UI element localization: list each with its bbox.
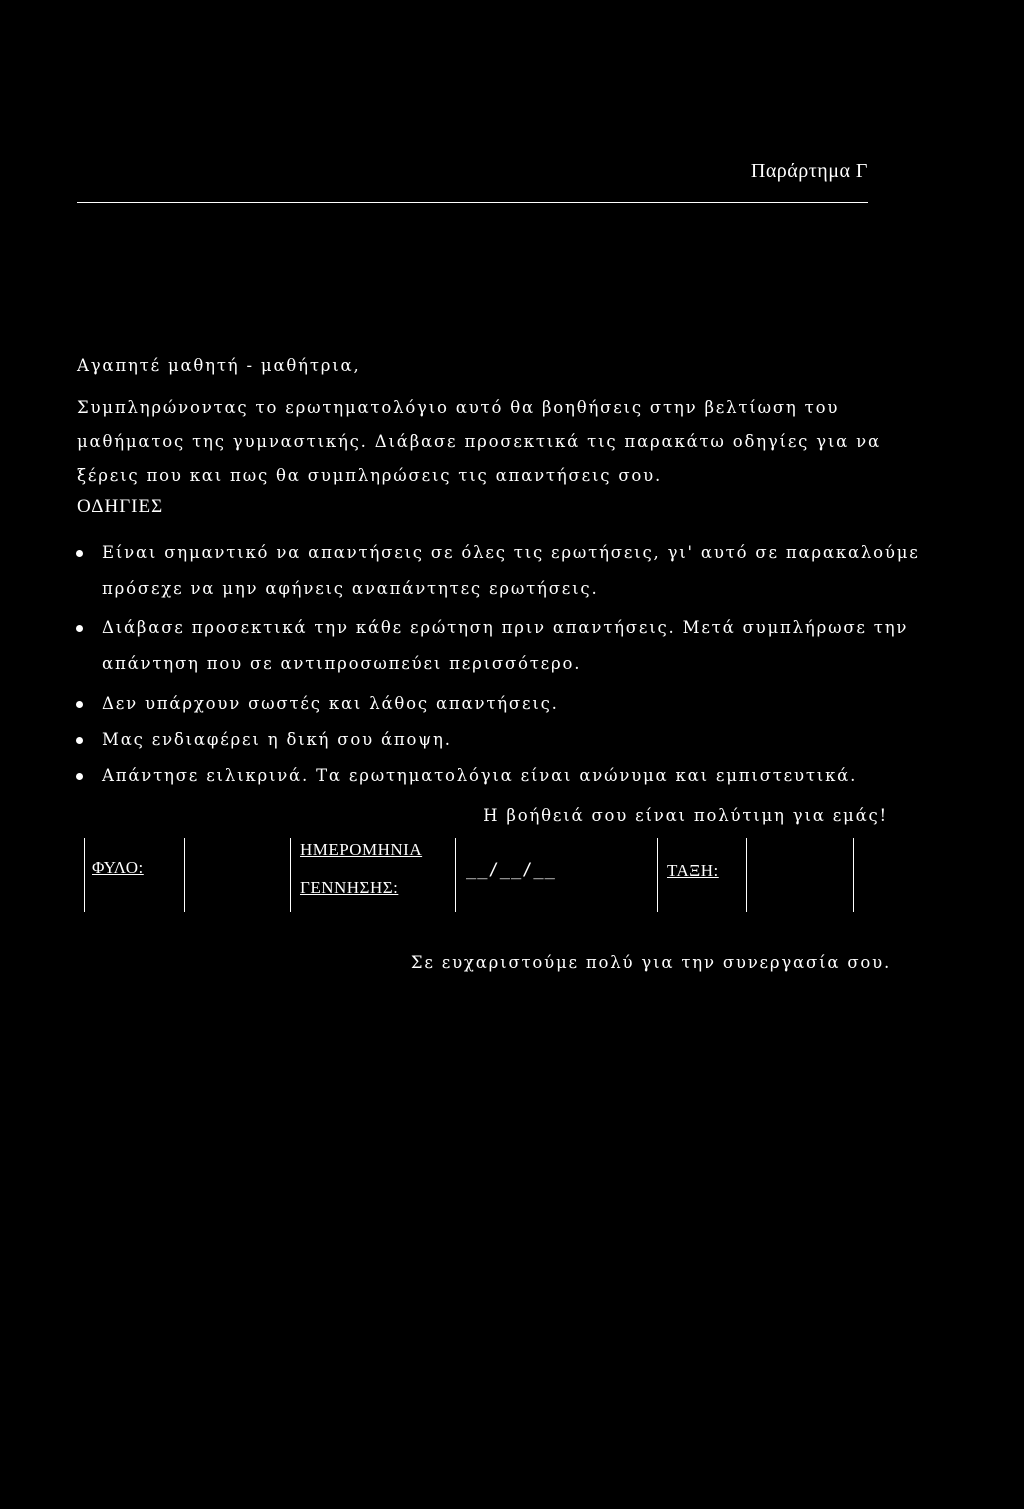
birthdate-field[interactable]: __/__/__ [466,860,556,880]
field-divider [455,838,456,912]
instructions-title: ΟΔΗΓΙΕΣ [77,496,164,517]
birthdate-label-line-2: ΓΕΝΝΗΣΗΣ: [300,878,399,897]
gender-label: ΦΥΛΟ: [92,858,144,877]
bullet-dot-icon [76,550,83,557]
bullet-dot-icon [76,737,83,744]
instruction-2-line-1: Διάβασε προσεκτικά την κάθε ερώτηση πριν απαντήσεις. Μετά συμπλήρωσε την [102,618,909,637]
birthdate-label-line-1: ΗΜΕΡΟΜΗΝΙΑ [300,840,423,859]
intro-line-2: μαθήματος της γυμναστικής. Διάβασε προσεκτικά τις παρακάτω οδηγίες για να [77,432,881,451]
instruction-3: Δεν υπάρχουν σωστές και λάθος απαντήσεις. [102,694,559,713]
field-divider [84,838,85,912]
instruction-1-line-2: πρόσεχε να μην αφήνεις αναπάντητες ερωτήσεις. [102,579,599,598]
field-divider [184,838,185,912]
instruction-4: Μας ενδιαφέρει η δική σου άποψη. [102,730,452,749]
appendix-label: Παράρτημα Γ [750,160,868,182]
intro-line-1: Συμπληρώνοντας το ερωτηματολόγιο αυτό θα βοηθήσεις στην βελτίωση του [77,398,840,417]
class-label: ΤΑΞΗ: [667,861,719,880]
intro-line-3: ξέρεις που και πως θα συμπληρώσεις τις απαντήσεις σου. [77,466,662,485]
greeting: Αγαπητέ μαθητή - μαθήτρια, [77,356,361,375]
field-divider [657,838,658,912]
bullet-dot-icon [76,625,83,632]
closing-thanks: Σε ευχαριστούμε πολύ για την συνεργασία σου. [410,953,891,972]
instruction-2-line-2: απάντηση που σε αντιπροσωπεύει περισσότερο. [102,654,582,673]
field-divider [853,838,854,912]
bullet-dot-icon [76,773,83,780]
header-rule [77,202,868,203]
field-divider [746,838,747,912]
help-note: Η βοήθειά σου είναι πολύτιμη για εμάς! [483,806,888,825]
bullet-dot-icon [76,701,83,708]
instruction-1-line-1: Είναι σημαντικό να απαντήσεις σε όλες τις ερωτήσεις, γι' αυτό σε παρακαλούμε [102,543,920,562]
instruction-5: Απάντησε ειλικρινά. Τα ερωτηματολόγια είναι ανώνυμα και εμπιστευτικά. [102,766,858,785]
field-divider [290,838,291,912]
